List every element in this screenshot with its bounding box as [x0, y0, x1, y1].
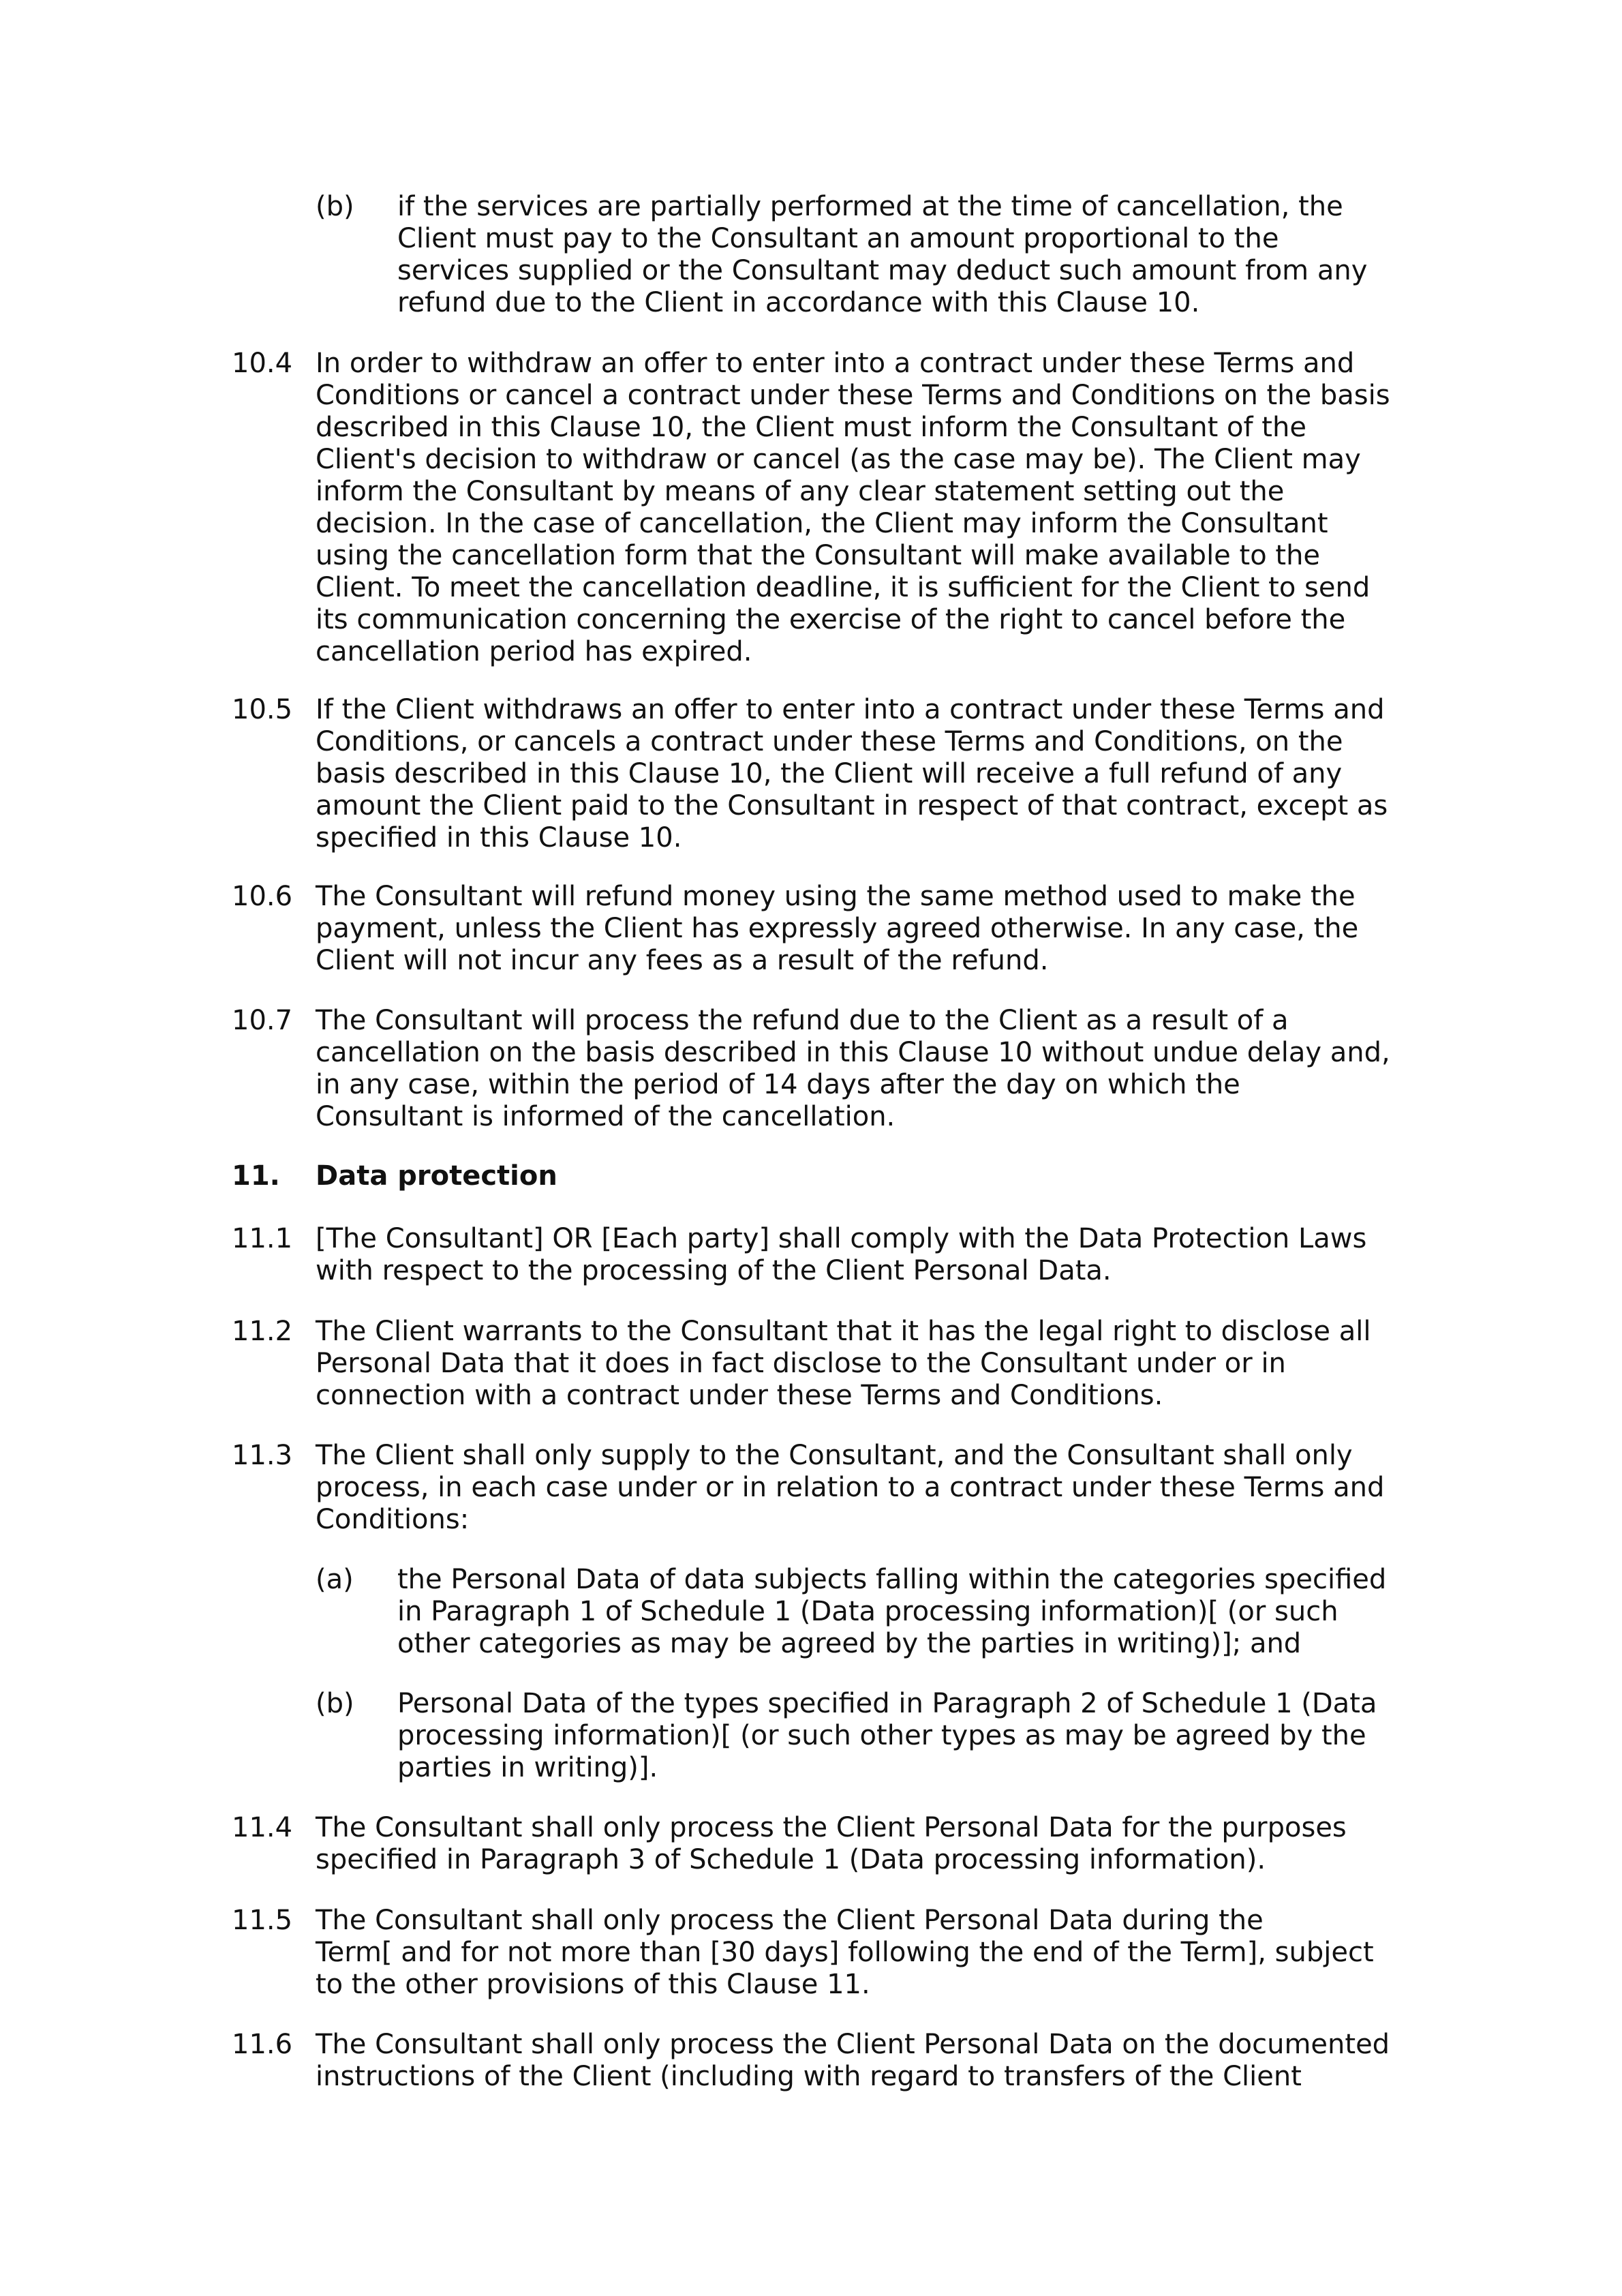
text-line: process, in each case under or in relation to a contract under these Terms and — [316, 1472, 1385, 1503]
text-line: Personal Data of the types specified in Paragraph 2 of Schedule 1 (Data — [397, 1688, 1377, 1719]
clause-text — [316, 1223, 1366, 1287]
text-line: to the other provisions of this Clause 11. — [316, 1969, 870, 2000]
text-line: Client will not incur any fees as a result of the refund. — [316, 945, 1049, 976]
text-line: instructions of the Client (including with regard to transfers of the Client — [316, 2061, 1302, 2092]
section-number: 11. — [232, 1160, 280, 1192]
clause-text — [316, 1905, 1374, 2001]
text-line: in any case, within the period of 14 days after the day on which the — [316, 1069, 1240, 1100]
text-line: described in this Clause 10, the Client must inform the Consultant of the — [316, 412, 1306, 443]
text-line: refund due to the Client in accordance with this Clause 10. — [397, 287, 1200, 318]
clause-number: 10.4 — [232, 348, 293, 379]
text-line: Client. To meet the cancellation deadline, it is sufficient for the Client to send — [316, 572, 1371, 603]
text-line: Personal Data that it does in fact disclose to the Consultant under or in — [316, 1348, 1286, 1379]
text-line: parties in writing)]. — [397, 1752, 658, 1783]
clause-text — [316, 1316, 1371, 1412]
clause-number: 11.1 — [232, 1223, 293, 1254]
text-line: Conditions: — [316, 1504, 470, 1535]
subclause-text — [397, 191, 1367, 319]
clause-number: 10.7 — [232, 1005, 293, 1036]
clause-text — [316, 694, 1388, 854]
text-line: with respect to the processing of the Client Personal Data. — [316, 1255, 1112, 1286]
clause-text — [316, 1440, 1384, 1536]
text-line: [The Consultant] OR [Each party] shall comply with the Data Protection Laws — [316, 1223, 1367, 1254]
text-line: Conditions, or cancels a contract under these Terms and Conditions, on the — [316, 726, 1343, 757]
text-line: The Consultant shall only process the Client Personal Data during the — [316, 1905, 1264, 1936]
clause-number: 10.6 — [232, 881, 293, 912]
subclause-letter: (a) — [316, 1564, 354, 1595]
subclause-text — [397, 1564, 1386, 1660]
text-line: specified in this Clause 10. — [316, 822, 682, 854]
clause-text — [316, 881, 1358, 977]
subclause-letter: (b) — [316, 191, 354, 222]
text-line: Client must pay to the Consultant an amount proportional to the — [397, 223, 1279, 254]
text-line: Conditions or cancel a contract under these Terms and Conditions on the basis — [316, 380, 1390, 411]
clause-text — [316, 1005, 1390, 1133]
text-line: In order to withdraw an offer to enter into a contract under these Terms and — [316, 348, 1355, 379]
text-line: specified in Paragraph 3 of Schedule 1 (Data processing information). — [316, 1844, 1266, 1875]
section-title — [316, 1160, 557, 1192]
clause-number: 11.2 — [232, 1316, 293, 1347]
text-line: processing information)[ (or such other types as may be agreed by the — [397, 1720, 1366, 1751]
clause-text — [316, 348, 1390, 668]
text-line: the Personal Data of data subjects falling within the categories specified — [397, 1564, 1387, 1595]
clause-number: 11.5 — [232, 1905, 293, 1936]
clause-text — [316, 2029, 1390, 2093]
clause-number: 11.4 — [232, 1812, 293, 1843]
text-line: its communication concerning the exercise of the right to cancel before the — [316, 604, 1346, 635]
text-line: Term[ and for not more than [30 days] following the end of the Term], subject — [316, 1937, 1374, 1968]
text-line: cancellation on the basis described in this Clause 10 without undue delay and, — [316, 1037, 1390, 1068]
text-line: payment, unless the Client has expressly agreed otherwise. In any case, the — [316, 913, 1359, 944]
text-line: in Paragraph 1 of Schedule 1 (Data processing information)[ (or such — [397, 1596, 1338, 1627]
subclause-letter: (b) — [316, 1688, 354, 1719]
clause-number: 10.5 — [232, 694, 293, 725]
heading-text: Data protection — [316, 1160, 557, 1192]
text-line: using the cancellation form that the Consultant will make available to the — [316, 540, 1321, 571]
clause-number: 11.3 — [232, 1440, 293, 1471]
text-line: The Consultant will refund money using the same method used to make the — [316, 881, 1356, 912]
text-line: The Client shall only supply to the Consultant, and the Consultant shall only — [316, 1440, 1353, 1471]
text-line: amount the Client paid to the Consultant in respect of that contract, except as — [316, 790, 1388, 821]
text-line: The Client warrants to the Consultant that it has the legal right to disclose all — [316, 1316, 1371, 1347]
clause-number: 11.6 — [232, 2029, 293, 2060]
text-line: The Consultant will process the refund due to the Client as a result of a — [316, 1005, 1289, 1036]
text-line: decision. In the case of cancellation, the Client may inform the Consultant — [316, 508, 1328, 539]
text-line: The Consultant shall only process the Client Personal Data on the documented — [316, 2029, 1390, 2060]
subclause-text — [397, 1688, 1377, 1784]
text-line: services supplied or the Consultant may deduct such amount from any — [397, 255, 1368, 286]
text-line: The Consultant shall only process the Client Personal Data for the purposes — [316, 1812, 1347, 1843]
text-line: Client's decision to withdraw or cancel (as the case may be). The Client may — [316, 444, 1361, 475]
clause-text — [316, 1812, 1347, 1876]
text-line: basis described in this Clause 10, the Client will receive a full refund of any — [316, 758, 1343, 789]
text-line: cancellation period has expired. — [316, 636, 752, 667]
text-line: other categories as may be agreed by the parties in writing)]; and — [397, 1628, 1302, 1659]
text-line: inform the Consultant by means of any clear statement setting out the — [316, 476, 1285, 507]
text-line: Consultant is informed of the cancellation. — [316, 1101, 896, 1132]
text-line: If the Client withdraws an offer to enter into a contract under these Terms and — [316, 694, 1385, 725]
text-line: connection with a contract under these Terms and Conditions. — [316, 1380, 1163, 1411]
text-line: if the services are partially performed at the time of cancellation, the — [397, 191, 1343, 222]
